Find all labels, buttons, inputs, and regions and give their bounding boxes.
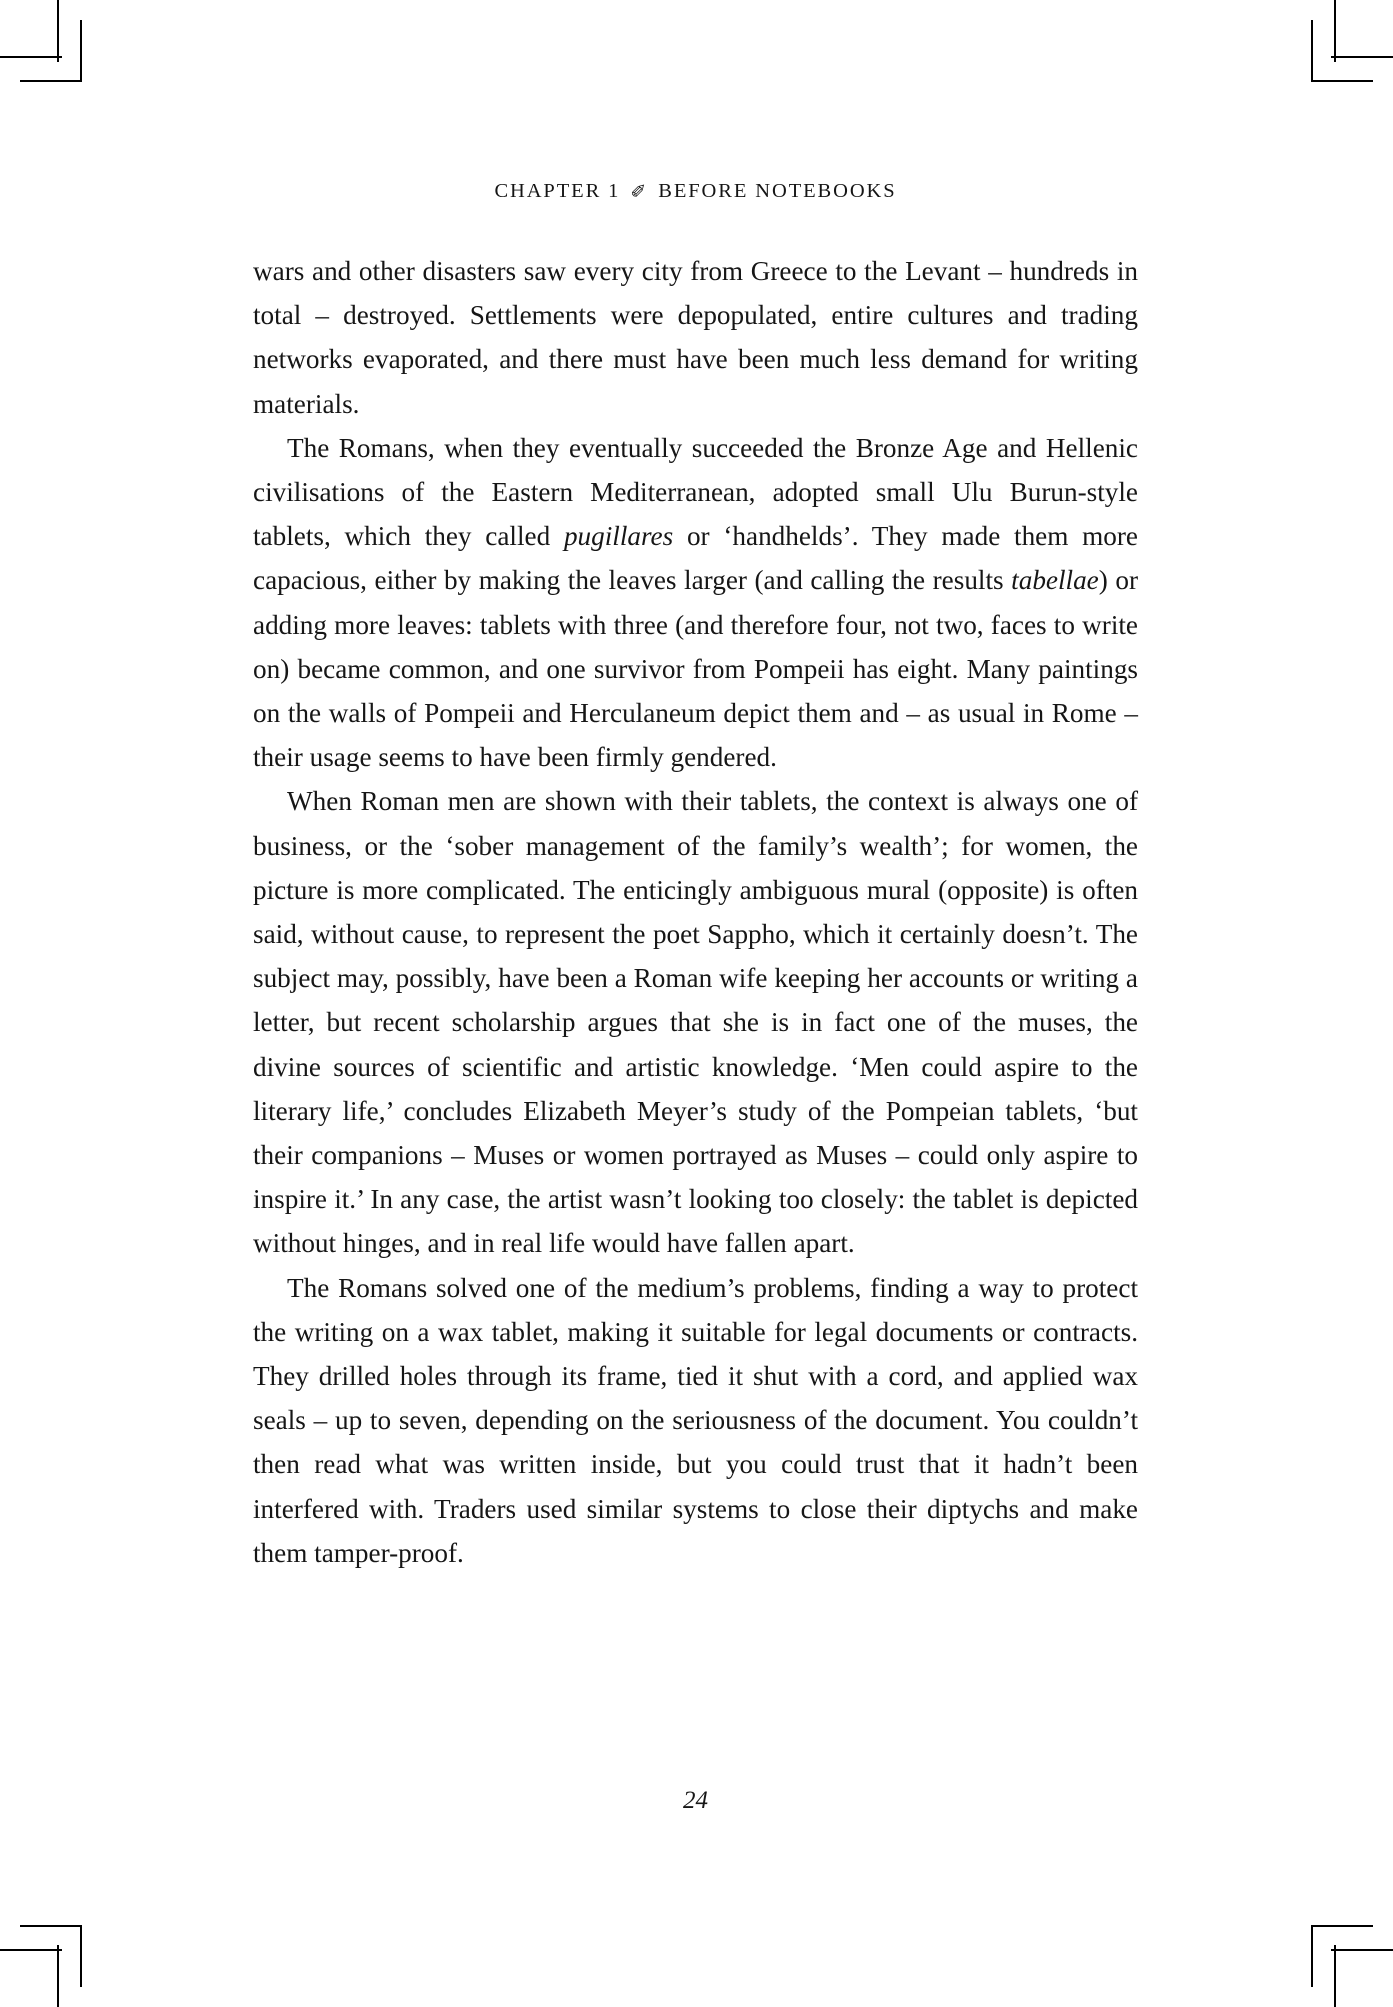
crop-mark-bottom-right-vertical (1334, 1945, 1336, 2007)
crop-mark-top-left-vertical (57, 0, 59, 62)
paragraph (253, 1266, 1138, 1575)
crop-mark-top-right-inner-vertical (1311, 20, 1313, 82)
text-run: The Romans solved one of the medium’s problems, finding a way to protect the writing on a wax tablet, making it suitable for legal documents or contracts. They drilled holes through its frame, tied it shut with a cord, and applied wax seals – up to seven, depending on the seriousness of the document. You couldn’t then read what was written inside, but you could trust that it hadn’t been interfered with. Traders used similar systems to close their diptychs and make them tamper-proof. (253, 1272, 1138, 1568)
crop-mark-top-left-horizontal (0, 56, 62, 58)
text-block (253, 180, 1138, 1814)
body-copy (253, 249, 1138, 1575)
crop-mark-bottom-right-inner-horizontal (1311, 1925, 1373, 1927)
crop-mark-bottom-left-horizontal (0, 1949, 62, 1951)
paragraph (253, 249, 1138, 426)
text-run: The Romans, when they eventually succeeded the Bronze Age and Hellenic civilisations of the Eastern Mediterranean, adopted small Ulu Burun-style tablets, which they called (253, 432, 1138, 552)
crop-mark-bottom-right-inner-vertical (1311, 1925, 1313, 1987)
quill-pen-ornament-icon: ✐ (630, 182, 647, 203)
text-run: wars and other disasters saw every city from Greece to the Levant – hundreds in total – destroyed. Settlements were depopulated, entire cultures and trading networks evaporated, and there must have been much less demand for writing materials. (253, 256, 1138, 419)
paragraph (253, 779, 1138, 1265)
crop-mark-top-right-horizontal (1331, 56, 1393, 58)
page-number: 24 (683, 1787, 708, 1814)
italic-term: tabellae (1011, 565, 1099, 596)
crop-mark-top-left-inner-vertical (80, 20, 82, 82)
crop-mark-top-right-vertical (1334, 0, 1336, 62)
paragraph (253, 426, 1138, 780)
text-run: When Roman men are shown with their tablets, the context is always one of business, or the ‘sober management of the family’s wealth’; for women, the picture is more complicated. The enticingly ambiguous mural (opposite) is often said, without cause, to represent the poet Sappho, which it certainly doesn’t. The subject may, possibly, have been a Roman wife keeping her accounts or writing a letter, but recent scholarship argues that she is in fact one of the muses, the divine sources of scientific and artistic knowledge. ‘Men could aspire to the literary life,’ concludes Elizabeth Meyer’s study of the Pompeian tablets, ‘but their companions – Muses or women portrayed as Muses – could only aspire to inspire it.’ In any case, the artist wasn’t looking too closely: the tablet is depicted without hinges, and in real life would have fallen apart. (253, 786, 1138, 1259)
running-head-chapter-title: BEFORE NOTEBOOKS (658, 180, 897, 202)
text-run: ) or adding more leaves: tablets with three (and therefore four, not two, faces to write on) became common, and one survivor from Pompeii has eight. Many paintings on the walls of Pompeii and Herculaneum depict them and – as usual in Rome – their usage seems to have been firmly gendered. (253, 565, 1138, 773)
crop-mark-top-left-inner-horizontal (20, 80, 82, 82)
crop-mark-bottom-left-inner-vertical (80, 1925, 82, 1987)
crop-mark-bottom-left-vertical (57, 1945, 59, 2007)
crop-mark-bottom-right-horizontal (1331, 1949, 1393, 1951)
running-head (253, 180, 1138, 203)
text-run: or ‘handhelds’. They made them more capacious, either by making the leaves larger (and calling the results (253, 521, 1138, 596)
italic-term: pugillares (563, 521, 674, 552)
running-head-chapter-label: CHAPTER 1 (494, 180, 621, 202)
crop-mark-bottom-left-inner-horizontal (20, 1925, 82, 1927)
crop-mark-top-right-inner-horizontal (1311, 80, 1373, 82)
